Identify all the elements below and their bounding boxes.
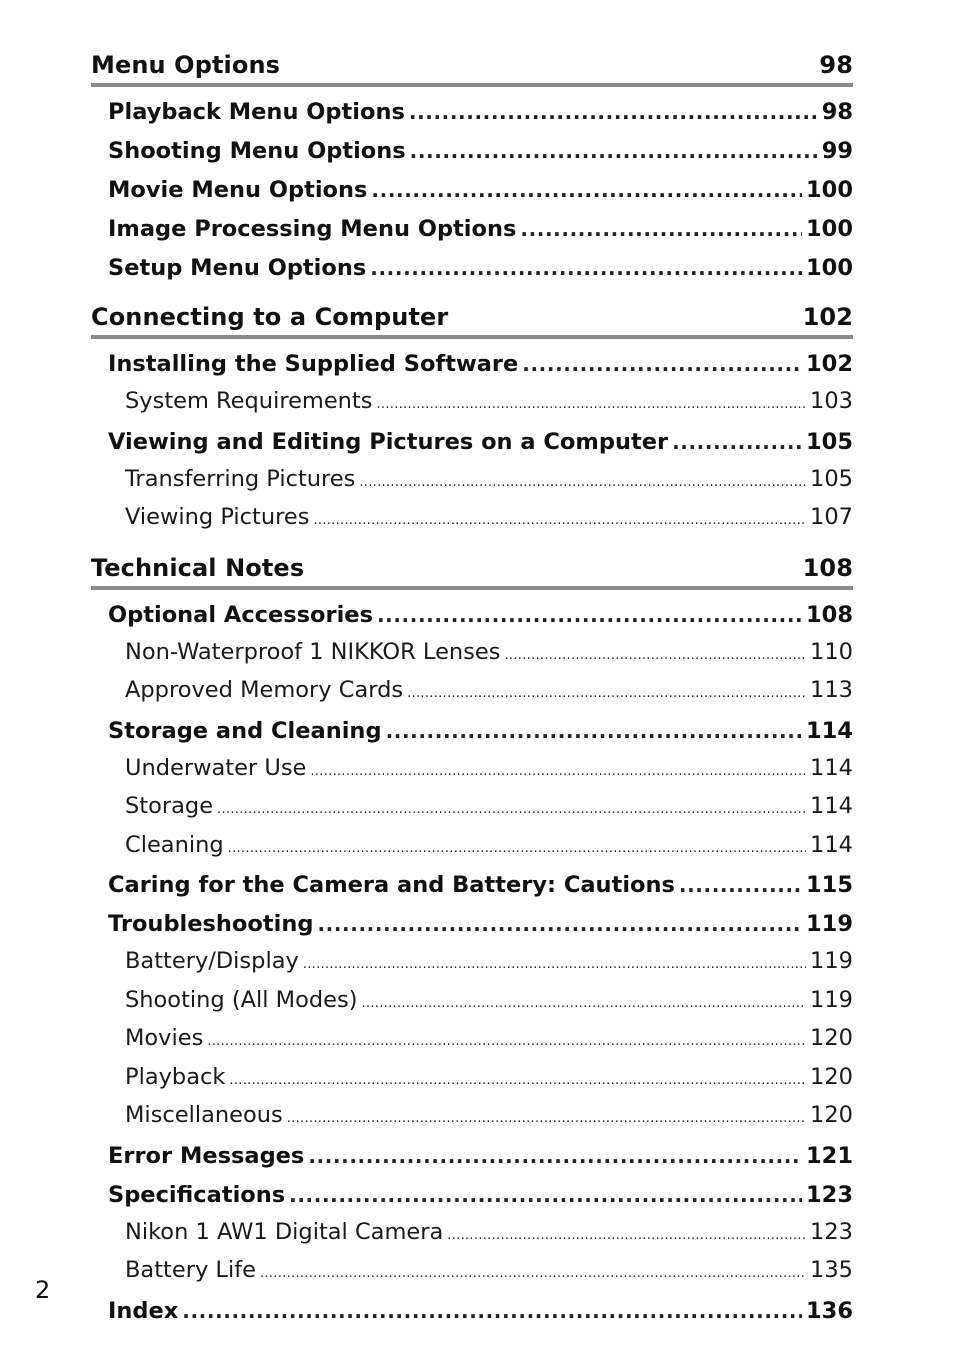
section-title: Connecting to a Computer <box>91 303 449 331</box>
toc-entry[interactable] <box>91 596 853 635</box>
entry-page-number: 119 <box>810 948 853 974</box>
entry-page-number: 100 <box>806 177 853 203</box>
entry-page-number: 114 <box>810 831 853 858</box>
entry-page-number: 120 <box>810 1063 853 1090</box>
toc-entry[interactable] <box>91 210 853 249</box>
entry-page-number: 121 <box>806 1142 853 1169</box>
entry-label: Battery Life <box>125 1257 256 1283</box>
entry-label: Shooting Menu Options <box>108 138 406 164</box>
toc-subentry[interactable] <box>91 1021 853 1060</box>
entry-label: Storage <box>125 793 214 819</box>
toc-subentry[interactable] <box>91 983 853 1022</box>
entry-label: Movies <box>125 1025 204 1051</box>
section-page-number: 108 <box>802 553 853 582</box>
entry-label: Troubleshooting <box>108 911 314 937</box>
dot-leader <box>410 132 818 171</box>
dot-leader <box>289 1176 802 1215</box>
toc-entry[interactable] <box>91 866 853 905</box>
dot-leader <box>229 1064 806 1099</box>
section-title: Menu Options <box>91 51 281 79</box>
entry-label: System Requirements <box>125 388 373 414</box>
entry-label: Storage and Cleaning <box>108 717 382 744</box>
dot-leader <box>409 93 818 132</box>
dot-leader <box>361 987 806 1022</box>
dot-leader <box>520 210 802 249</box>
entry-label: Setup Menu Options <box>108 255 367 281</box>
entry-label: Approved Memory Cards <box>125 677 404 703</box>
toc-entry[interactable] <box>91 1137 853 1176</box>
entry-page-number: 98 <box>821 99 853 125</box>
dot-leader <box>376 388 806 423</box>
entry-label: Caring for the Camera and Battery: Cautions <box>108 872 675 898</box>
entry-label: Specifications <box>108 1181 286 1208</box>
dot-leader <box>377 596 802 635</box>
toc-subentry[interactable] <box>91 1098 853 1137</box>
entry-label: Non-Waterproof 1 NIKKOR Lenses <box>125 638 501 665</box>
toc-entry[interactable] <box>91 1176 853 1215</box>
page-number: 2 <box>35 1276 51 1304</box>
entry-page-number: 120 <box>810 1102 853 1128</box>
dot-leader <box>313 504 806 539</box>
entry-page-number: 114 <box>810 793 853 819</box>
toc-subentry[interactable] <box>91 635 853 674</box>
dot-leader <box>228 832 806 867</box>
dot-leader <box>217 793 806 828</box>
toc-entry[interactable] <box>91 132 853 171</box>
section-heading[interactable] <box>91 300 853 339</box>
entry-label: Movie Menu Options <box>108 177 368 203</box>
dot-leader <box>371 171 802 210</box>
toc-section <box>91 300 853 539</box>
dot-leader <box>260 1257 806 1292</box>
dot-leader <box>679 866 802 905</box>
section-page-number: 102 <box>802 303 853 331</box>
entry-label: Viewing Pictures <box>125 504 310 530</box>
entry-page-number: 105 <box>806 428 853 455</box>
dot-leader <box>303 948 806 983</box>
entry-label: Miscellaneous <box>125 1102 283 1128</box>
toc-subentry[interactable] <box>91 1215 853 1254</box>
section-title: Technical Notes <box>91 553 305 582</box>
entry-page-number: 123 <box>806 1181 853 1208</box>
entry-page-number: 120 <box>810 1025 853 1051</box>
dot-leader <box>359 466 806 501</box>
toc-subentry[interactable] <box>91 828 853 867</box>
toc-subentry[interactable] <box>91 384 853 423</box>
dot-leader <box>370 249 802 288</box>
entry-label: Battery/Display <box>125 948 299 974</box>
toc-subentry[interactable] <box>91 673 853 712</box>
entry-label: Underwater Use <box>125 754 307 781</box>
entry-page-number: 136 <box>806 1297 853 1324</box>
entry-page-number: 99 <box>821 138 853 164</box>
toc-entry[interactable] <box>91 171 853 210</box>
toc-section <box>91 48 853 288</box>
entry-page-number: 119 <box>810 986 853 1013</box>
entry-page-number: 123 <box>810 1218 853 1245</box>
entry-page-number: 115 <box>806 872 853 898</box>
entry-label: Viewing and Editing Pictures on a Computer <box>108 428 669 455</box>
entry-label: Optional Accessories <box>108 601 373 628</box>
toc-subentry[interactable] <box>91 500 853 539</box>
toc-entry[interactable] <box>91 712 853 751</box>
entry-label: Installing the Supplied Software <box>108 351 519 377</box>
entry-label: Cleaning <box>125 831 224 858</box>
entry-label: Playback Menu Options <box>108 99 405 125</box>
dot-leader <box>310 755 806 790</box>
entry-page-number: 119 <box>806 911 853 937</box>
entry-page-number: 110 <box>810 638 853 665</box>
toc-entry[interactable] <box>91 1292 853 1331</box>
toc-entry[interactable] <box>91 905 853 944</box>
dot-leader <box>386 712 802 751</box>
entry-label: Transferring Pictures <box>125 465 356 492</box>
entry-page-number: 102 <box>806 351 853 377</box>
entry-label: Shooting (All Modes) <box>125 986 358 1013</box>
table-of-contents <box>91 48 853 1343</box>
entry-page-number: 108 <box>806 601 853 628</box>
toc-subentry[interactable] <box>91 1060 853 1099</box>
entry-page-number: 135 <box>810 1257 853 1283</box>
dot-leader <box>207 1025 806 1060</box>
entry-page-number: 114 <box>806 717 853 744</box>
toc-subentry[interactable] <box>91 944 853 983</box>
dot-leader <box>182 1292 802 1331</box>
entry-page-number: 114 <box>810 754 853 781</box>
entry-label: Playback <box>125 1063 226 1090</box>
toc-entry[interactable] <box>91 93 853 132</box>
dot-leader <box>407 677 806 712</box>
dot-leader <box>447 1219 806 1254</box>
dot-leader <box>287 1102 806 1137</box>
entry-label: Index <box>108 1297 179 1324</box>
entry-page-number: 113 <box>810 677 853 703</box>
entry-page-number: 100 <box>806 216 853 242</box>
section-page-number: 98 <box>819 51 853 79</box>
entry-page-number: 100 <box>806 255 853 281</box>
toc-subentry[interactable] <box>91 462 853 501</box>
toc-section <box>91 551 853 1331</box>
dot-leader <box>672 423 802 462</box>
entry-label: Nikon 1 AW1 Digital Camera <box>125 1218 444 1245</box>
entry-page-number: 107 <box>810 504 853 530</box>
dot-leader <box>504 639 806 674</box>
dot-leader <box>317 905 802 944</box>
section-heading[interactable] <box>91 551 853 590</box>
dot-leader <box>522 345 802 384</box>
toc-entry[interactable] <box>91 249 853 288</box>
toc-subentry[interactable] <box>91 789 853 828</box>
toc-entry[interactable] <box>91 423 853 462</box>
entry-page-number: 105 <box>810 465 853 492</box>
entry-label: Error Messages <box>108 1142 305 1169</box>
section-heading[interactable] <box>91 48 853 87</box>
toc-subentry[interactable] <box>91 751 853 790</box>
dot-leader <box>308 1137 802 1176</box>
entry-label: Image Processing Menu Options <box>108 216 517 242</box>
entry-page-number: 103 <box>810 388 853 414</box>
toc-subentry[interactable] <box>91 1253 853 1292</box>
toc-entry[interactable] <box>91 345 853 384</box>
